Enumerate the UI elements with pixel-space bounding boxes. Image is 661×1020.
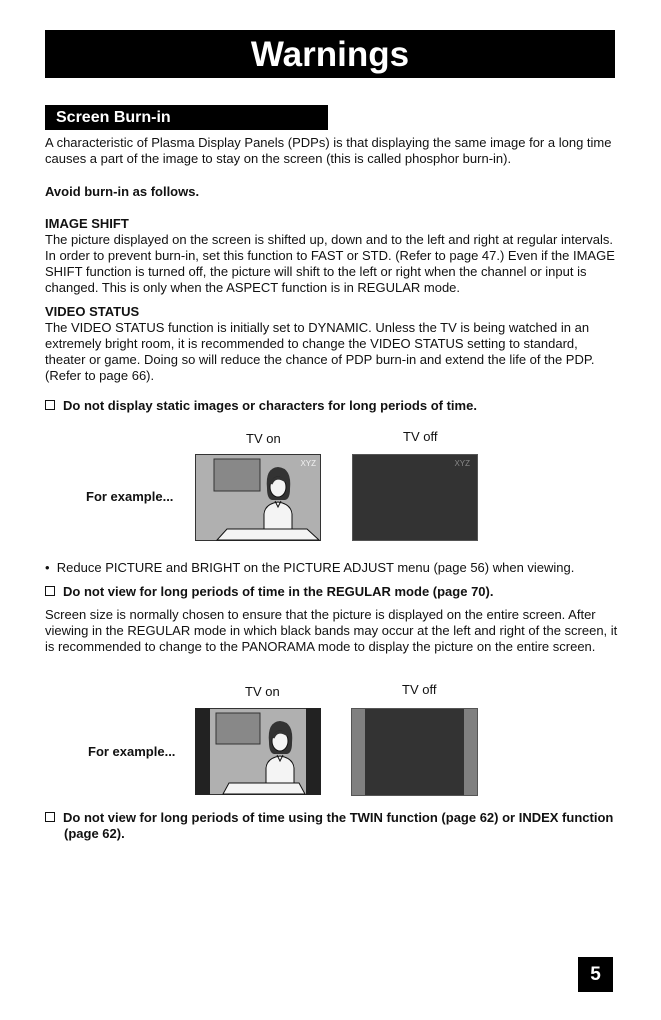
intro-paragraph: A characteristic of Plasma Display Panels (PDPs) is that displaying the same image for a long time causes a part of the image to stay on the screen (this is called phosphor burn-in). xyxy=(45,135,612,166)
left-black-band xyxy=(195,708,210,795)
example2-tv-off-illustration xyxy=(351,708,478,796)
desk xyxy=(223,783,305,794)
right-black-band xyxy=(306,708,321,795)
image-shift-heading: IMAGE SHIFT xyxy=(45,216,129,231)
example2-tv-on-label: TV on xyxy=(245,684,280,699)
warning-item-regular-text: Do not view for long periods of time in the REGULAR mode (page 70). xyxy=(63,584,494,599)
example1-label: For example... xyxy=(86,489,174,504)
video-status-body: The VIDEO STATUS function is initially set to DYNAMIC. Unless the TV is being watched in an extremely bright room, it is recommended to change the VIDEO STATUS setting to standard, theater or game. Doing so will reduce the chance of PDP burn-in and extend the life of the PDP. (Refer to page 66). xyxy=(45,320,595,383)
checkbox-icon xyxy=(45,586,55,596)
reduce-bullet xyxy=(45,560,620,576)
example1-tv-on-label: TV on xyxy=(246,431,281,446)
left-burned-band xyxy=(352,709,365,795)
avoid-heading: Avoid burn-in as follows. xyxy=(45,184,200,199)
right-burned-band xyxy=(464,709,477,795)
image-shift-body: The picture displayed on the screen is shifted up, down and to the left and right at regular intervals. In order to prevent burn-in, set this function to FAST or STD. (Refer to page 47.) Even if the IMAGE SHIFT function is turned off, the picture will shift to the left or right when the channel or input is changed. This is only when the ASPECT function is in REGULAR mode. xyxy=(45,232,615,295)
warning-item-static xyxy=(45,398,620,414)
page-title: Warnings xyxy=(45,30,615,78)
regular-body: Screen size is normally chosen to ensure that the picture is displayed on the entire screen. After viewing in the REGULAR mode in which black bands may occur at the left and right of the screen, it is recommended to change to the PANORAMA mode to display the picture on the entire screen. xyxy=(45,607,618,654)
bullet-icon: • xyxy=(45,560,50,575)
screen-background xyxy=(352,709,478,796)
video-status-heading: VIDEO STATUS xyxy=(45,304,140,319)
example2-tv-off-screen xyxy=(351,708,478,796)
example1-tv-off-label: TV off xyxy=(403,429,438,444)
example1-tv-on-illustration xyxy=(195,454,321,541)
warning-item-regular xyxy=(45,584,620,600)
warning-item-twin xyxy=(45,810,624,842)
logo-xyz-text: XYZ xyxy=(300,459,316,468)
page-number: 5 xyxy=(578,957,613,992)
example2-label: For example... xyxy=(88,744,176,759)
example1-tv-off-screen xyxy=(352,454,478,541)
desk xyxy=(217,529,319,540)
picture-frame xyxy=(214,459,260,491)
picture-frame xyxy=(216,713,260,744)
warning-item-twin-text: Do not view for long periods of time using the TWIN function (page 62) or INDEX function (page 62). xyxy=(63,810,614,841)
reduce-bullet-text: Reduce PICTURE and BRIGHT on the PICTURE ADJUST menu (page 56) when viewing. xyxy=(56,560,575,575)
example2-tv-on-illustration xyxy=(195,708,321,795)
checkbox-icon xyxy=(45,400,55,410)
warning-item-static-text: Do not display static images or characters for long periods of time. xyxy=(63,398,477,413)
example2-tv-off-label: TV off xyxy=(402,682,437,697)
checkbox-icon xyxy=(45,812,55,822)
burned-logo-text: XYZ xyxy=(454,459,470,468)
section-title: Screen Burn-in xyxy=(45,105,328,130)
example2-tv-on-screen xyxy=(195,708,321,795)
example1-tv-on-screen xyxy=(195,454,321,541)
